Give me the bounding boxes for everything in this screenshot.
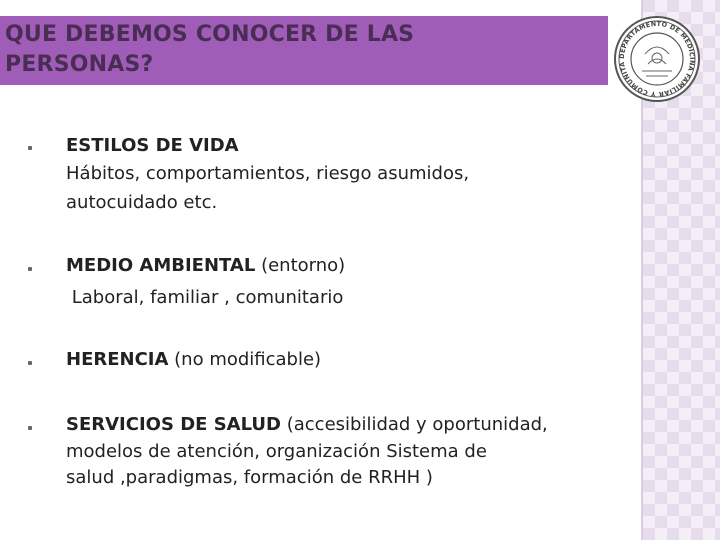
item-line: Laboral, familiar , comunitario	[66, 287, 344, 308]
item-heading-line	[66, 254, 345, 278]
title-line-2: PERSONAS?	[5, 52, 154, 77]
department-seal-icon	[612, 14, 702, 104]
item-heading: HERENCIA	[66, 349, 169, 370]
bullet-icon	[28, 146, 32, 150]
item-line: autocuidado etc.	[66, 192, 218, 213]
bullet-icon	[28, 267, 32, 271]
item-line: modelos de atención, organización Sistema de	[66, 441, 487, 462]
seal-ring-text: DEPARTAMENTO DE MEDICINA FAMILIAR Y COMUNITA	[617, 19, 697, 99]
item-heading-line	[66, 348, 321, 372]
item-heading: SERVICIOS DE SALUD	[66, 414, 281, 435]
item-heading: ESTILOS DE VIDA	[66, 135, 239, 156]
item-heading: MEDIO AMBIENTAL	[66, 255, 256, 276]
bullet-icon	[28, 426, 32, 430]
title-line-1: QUE DEBEMOS CONOCER DE LAS	[5, 22, 415, 47]
bullet-icon	[28, 361, 32, 365]
item-heading-line	[66, 413, 548, 437]
item-parenthetical: (no modificable)	[174, 349, 322, 370]
item-parenthetical: (entorno)	[261, 255, 346, 276]
slide-title	[5, 20, 414, 80]
item-line: Hábitos, comportamientos, riesgo asumidos,	[66, 163, 470, 184]
item-line: salud ,paradigmas, formación de RRHH )	[66, 467, 433, 488]
item-parenthetical: (accesibilidad y oportunidad,	[286, 414, 548, 435]
